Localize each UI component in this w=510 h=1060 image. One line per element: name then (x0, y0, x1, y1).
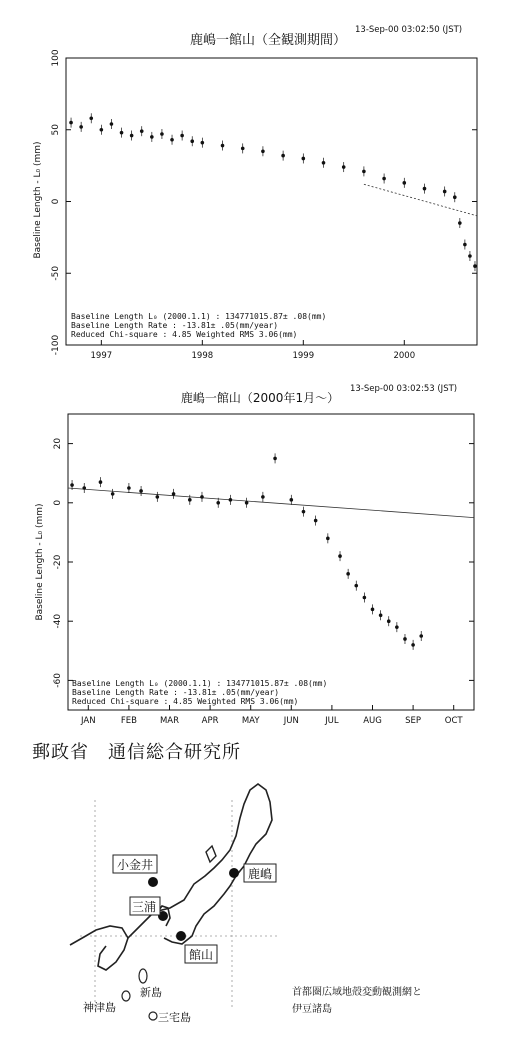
x-tick-label: JAN (81, 716, 96, 726)
data-point (382, 177, 386, 181)
y-tick-label: 50 (51, 124, 61, 136)
x-tick-label: 1999 (292, 351, 315, 361)
data-point (314, 519, 318, 523)
data-point (473, 264, 477, 268)
x-tick-label: MAY (241, 716, 260, 726)
data-point (423, 187, 427, 191)
data-point (89, 116, 93, 120)
data-point (290, 498, 294, 502)
chart2-y-axis-label: Baseline Length - L₀ (mm) (35, 503, 45, 621)
data-point (221, 144, 225, 148)
map-island-niijima (139, 969, 147, 983)
data-point (326, 537, 330, 541)
y-tick-label: -20 (53, 554, 63, 570)
data-point (322, 161, 326, 165)
chart1-y-axis-label: Baseline Length - L₀ (mm) (33, 141, 43, 259)
data-point (443, 190, 447, 194)
data-point (468, 254, 472, 258)
data-point (150, 135, 154, 139)
map-caption-line1: 首都圏広域地殻変動観測網と (292, 987, 422, 998)
data-point (302, 157, 306, 161)
data-point (69, 121, 73, 125)
data-point (346, 572, 350, 576)
organization-name: 郵政省 通信総合研究所 (32, 742, 241, 763)
data-point (79, 125, 83, 129)
y-tick-label: -40 (53, 613, 63, 629)
x-tick-label: JUN (283, 716, 299, 726)
x-tick-label: OCT (444, 716, 463, 726)
data-point (261, 495, 265, 499)
chart1-annotation-line1: Baseline Length L₀ (2000.1.1) : 134771015.87± .08(mm) (71, 312, 327, 321)
station-kashima-marker (229, 868, 239, 878)
x-tick-label: AUG (363, 716, 382, 726)
data-point (273, 457, 277, 461)
data-point (180, 134, 184, 138)
data-point (403, 637, 407, 641)
data-point (402, 181, 406, 185)
x-tick-label: APR (201, 716, 219, 726)
y-tick-label: 100 (51, 49, 61, 67)
map-label-niijima: 新島 (140, 986, 162, 999)
data-point (111, 492, 115, 496)
data-point (200, 495, 204, 499)
chart-full-period (0, 0, 510, 380)
y-tick-label: 0 (51, 198, 61, 205)
chart2-plot-frame (68, 414, 474, 710)
chart1-annotation-line2: Baseline Length Rate : -13.81± .05(mm/year) (71, 321, 279, 330)
data-point (419, 634, 423, 638)
y-tick-label: 20 (53, 437, 63, 450)
x-tick-label: 2000 (393, 351, 416, 361)
data-point (130, 134, 134, 138)
data-point (70, 483, 74, 487)
map-coastline (70, 784, 272, 945)
map-island-kozushima (122, 991, 130, 1001)
map-label-koganei: 小金井 (117, 858, 154, 872)
data-point (156, 495, 160, 499)
chart-since-jan-2000 (0, 370, 510, 730)
x-tick-label: MAR (159, 716, 180, 726)
map-island-miyakejima (149, 1012, 157, 1020)
map-label-kozushima: 神津島 (83, 1001, 116, 1014)
data-point (241, 147, 245, 151)
map-peninsula-izu (98, 938, 128, 970)
data-point (338, 554, 342, 558)
x-tick-label: FEB (120, 716, 137, 726)
data-point (387, 619, 391, 623)
chart2-timestamp: 13-Sep-00 03:02:53 (JST) (350, 384, 458, 394)
data-point (463, 243, 467, 247)
chart2-annotation-line3: Reduced Chi-square : 4.85 Weighted RMS 3.06(mm) (72, 697, 299, 706)
data-point (201, 141, 205, 145)
data-point (139, 489, 143, 493)
chart1-title: 鹿嶋一館山（全観測期間） (189, 33, 347, 48)
data-point (302, 510, 306, 514)
data-point (82, 486, 86, 490)
map-label-kashima: 鹿嶋 (248, 867, 273, 881)
data-point (188, 498, 192, 502)
data-point (120, 131, 124, 135)
y-tick-label: 0 (53, 499, 63, 506)
chart2-title: 鹿嶋一館山（2000年1月〜） (180, 391, 340, 405)
data-point (170, 138, 174, 142)
chart1-annotation-line3: Reduced Chi-square : 4.85 Weighted RMS 3.06(mm) (71, 330, 298, 339)
data-point (342, 165, 346, 169)
data-point (110, 122, 114, 126)
station-tateyama-marker (176, 931, 186, 941)
station-koganei-marker (148, 877, 158, 887)
map-island-outline (206, 846, 216, 862)
data-point (140, 129, 144, 133)
x-tick-label: JUL (325, 716, 339, 726)
map-label-miyakejima: 三宅島 (158, 1011, 191, 1024)
chart2-annotation-line2: Baseline Length Rate : -13.81± .05(mm/year) (72, 688, 280, 697)
x-tick-label: SEP (405, 716, 422, 726)
data-point (379, 613, 383, 617)
map-figure (0, 780, 510, 1060)
chart2-annotation-line1: Baseline Length L₀ (2000.1.1) : 134771015.87± .08(mm) (72, 679, 328, 688)
data-point (453, 195, 457, 199)
chart1-plot-frame (66, 58, 477, 345)
data-point (245, 501, 249, 505)
data-point (362, 170, 366, 174)
data-point (190, 139, 194, 143)
x-tick-label: 1997 (90, 351, 113, 361)
data-point (261, 149, 265, 153)
data-point (172, 492, 176, 496)
data-point (395, 625, 399, 629)
data-point (99, 480, 103, 484)
map-caption-line2: 伊豆諸島 (292, 1004, 332, 1015)
data-point (281, 154, 285, 158)
data-point (160, 132, 164, 136)
y-tick-label: -50 (51, 265, 61, 281)
data-point (354, 584, 358, 588)
data-point (363, 596, 367, 600)
x-tick-label: 1998 (191, 351, 214, 361)
y-tick-label: -60 (53, 673, 63, 688)
chart1-timestamp: 13-Sep-00 03:02:50 (JST) (355, 25, 463, 35)
map-label-tateyama: 館山 (189, 948, 214, 962)
map-label-miura: 三浦 (132, 900, 157, 914)
data-point (458, 221, 462, 225)
data-point (100, 128, 104, 132)
data-point (371, 608, 375, 612)
trend-line (364, 184, 477, 216)
data-point (127, 486, 131, 490)
y-tick-label: -100 (51, 334, 61, 356)
data-point (229, 498, 233, 502)
data-point (411, 643, 415, 647)
data-point (216, 501, 220, 505)
